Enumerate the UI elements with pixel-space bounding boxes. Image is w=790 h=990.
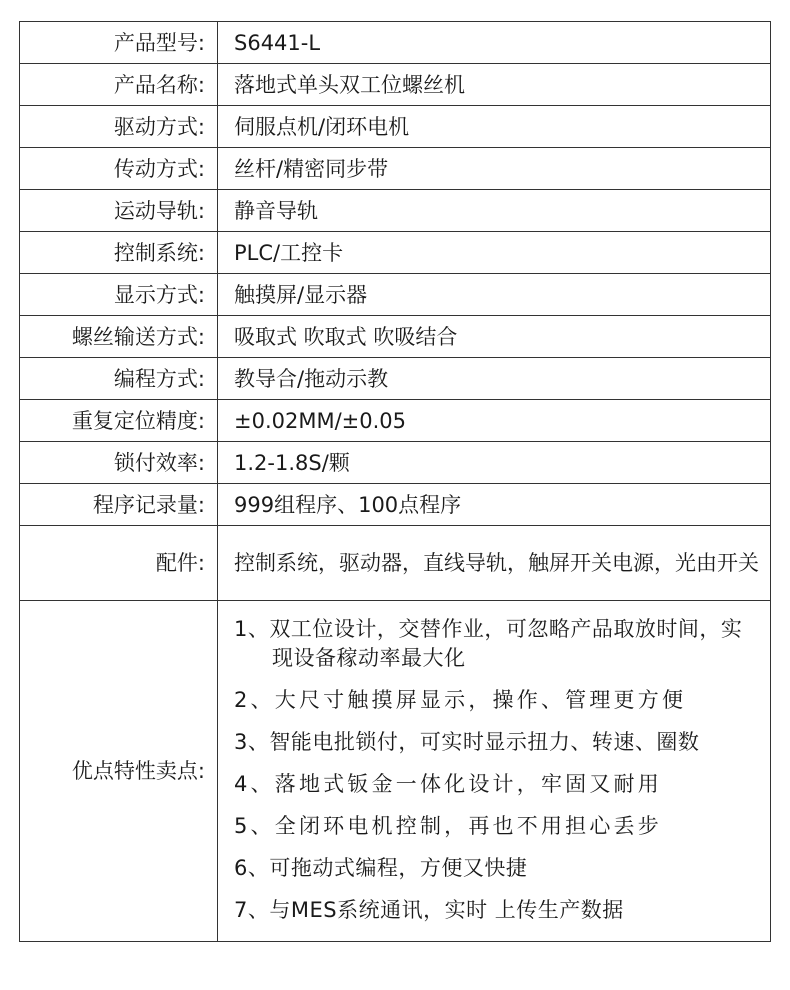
feature-item: 1、双工位设计，交替作业，可忽略产品取放时间，实现设备稼动率最大化 bbox=[234, 617, 743, 670]
feature-item: 3、智能电批锁付，可实时显示扭力、转速、圈数 bbox=[234, 730, 700, 754]
spec-row-features bbox=[20, 601, 771, 942]
spec-label: 运动导轨: bbox=[20, 190, 218, 232]
spec-row-accessories bbox=[20, 526, 771, 601]
spec-value: 丝杆/精密同步带 bbox=[218, 148, 771, 190]
spec-label: 编程方式: bbox=[20, 358, 218, 400]
spec-row-drive-mode bbox=[20, 106, 771, 148]
spec-value bbox=[218, 526, 771, 601]
spec-row-control-system bbox=[20, 232, 771, 274]
spec-label: 产品名称: bbox=[20, 64, 218, 106]
spec-row-program-capacity bbox=[20, 484, 771, 526]
spec-label: 控制系统: bbox=[20, 232, 218, 274]
spec-label: 配件: bbox=[20, 526, 218, 601]
spec-label: 螺丝输送方式: bbox=[20, 316, 218, 358]
spec-value: 1.2-1.8S/颗 bbox=[218, 442, 771, 484]
spec-value: 静音导轨 bbox=[218, 190, 771, 232]
features-cell bbox=[218, 601, 771, 942]
spec-value: 落地式单头双工位螺丝机 bbox=[218, 64, 771, 106]
spec-row-repeat-accuracy bbox=[20, 400, 771, 442]
spec-label: 优点特性卖点: bbox=[20, 601, 218, 942]
feature-item: 6、可拖动式编程，方便又快捷 bbox=[234, 856, 528, 880]
spec-row-screw-feeding bbox=[20, 316, 771, 358]
spec-table bbox=[19, 21, 771, 942]
spec-row-product-name bbox=[20, 64, 771, 106]
spec-label: 锁付效率: bbox=[20, 442, 218, 484]
spec-label: 产品型号: bbox=[20, 22, 218, 64]
spec-value: 伺服点机/闭环电机 bbox=[218, 106, 771, 148]
spec-row-locking-efficiency bbox=[20, 442, 771, 484]
feature-item: 4、落地式钣金一体化设计，牢固又耐用 bbox=[234, 772, 662, 796]
spec-row-display bbox=[20, 274, 771, 316]
spec-value: PLC/工控卡 bbox=[218, 232, 771, 274]
spec-value: ±0.02MM/±0.05 bbox=[218, 400, 771, 442]
spec-label: 重复定位精度: bbox=[20, 400, 218, 442]
spec-label: 驱动方式: bbox=[20, 106, 218, 148]
spec-label: 显示方式: bbox=[20, 274, 218, 316]
spec-value: 吸取式 吹取式 吹吸结合 bbox=[218, 316, 771, 358]
feature-item: 2、大尺寸触摸屏显示，操作、管理更方便 bbox=[234, 688, 687, 712]
spec-label: 传动方式: bbox=[20, 148, 218, 190]
feature-item: 7、与MES系统通讯，实时 上传生产数据 bbox=[234, 898, 624, 922]
spec-label: 程序记录量: bbox=[20, 484, 218, 526]
spec-row-transmission bbox=[20, 148, 771, 190]
spec-value: 教导合/拖动示教 bbox=[218, 358, 771, 400]
spec-row-guide-rail bbox=[20, 190, 771, 232]
spec-value: S6441-L bbox=[218, 22, 771, 64]
spec-value: 999组程序、100点程序 bbox=[218, 484, 771, 526]
spec-row-programming bbox=[20, 358, 771, 400]
spec-value: 触摸屏/显示器 bbox=[218, 274, 771, 316]
accessories-text: 控制系统，驱动器，直线导轨，触屏开关电源，光由开关 bbox=[234, 550, 759, 575]
features-list bbox=[234, 601, 760, 941]
feature-item: 5、全闭环电机控制，再也不用担心丢步 bbox=[234, 814, 662, 838]
spec-row-model bbox=[20, 22, 771, 64]
